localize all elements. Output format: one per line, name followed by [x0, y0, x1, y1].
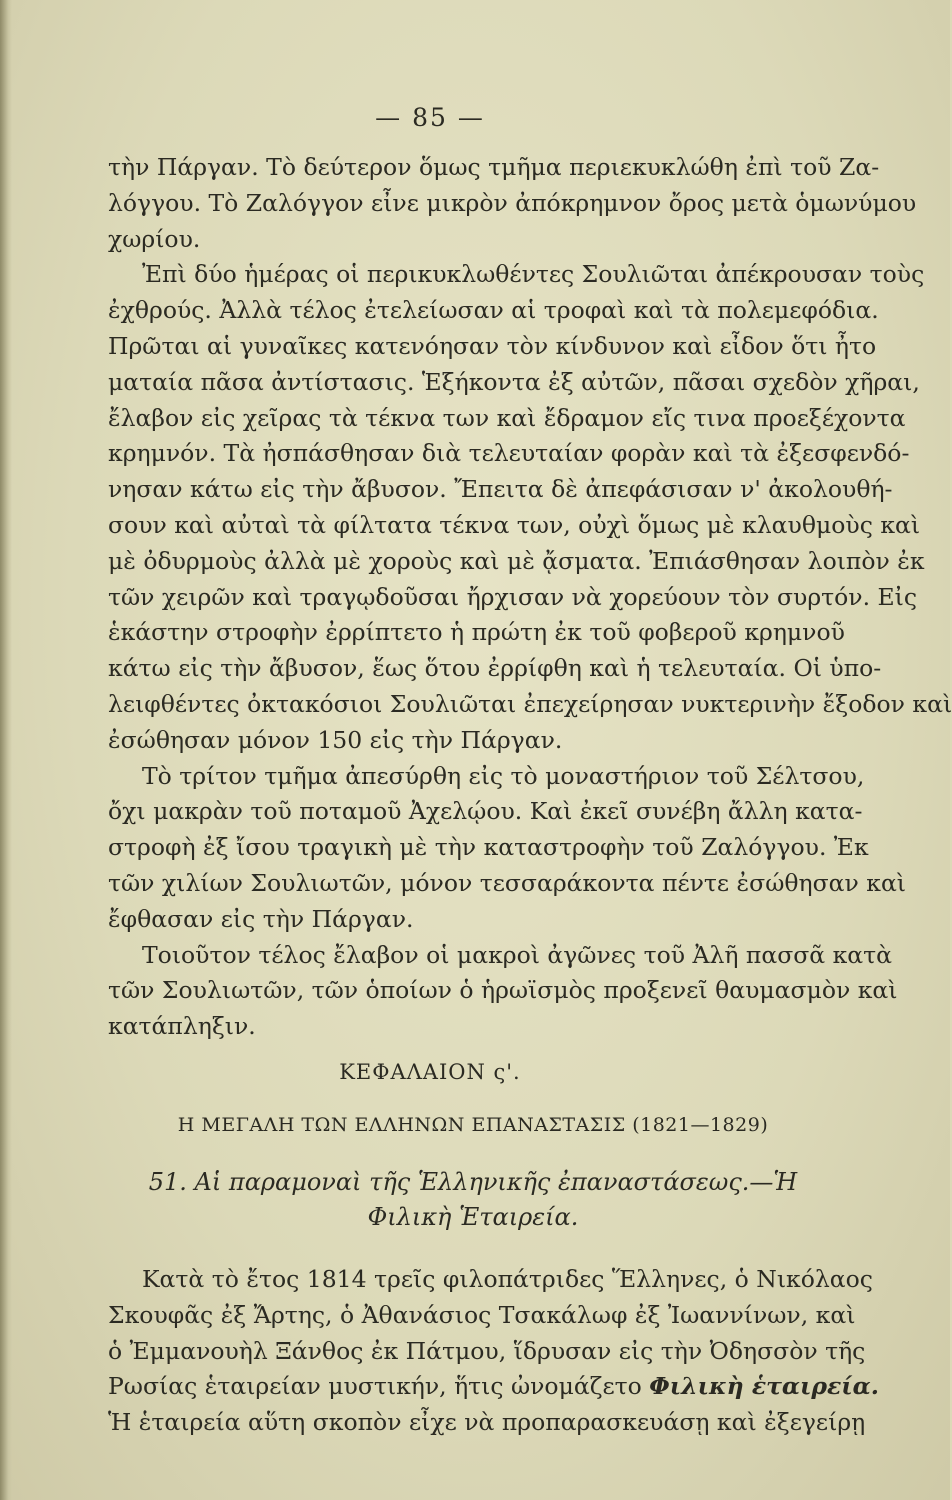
text-line: ἑκάστην στροφὴν ἐρρίπτετο ἡ πρώτη ἐκ τοῦ φοβεροῦ κρημνοῦ: [108, 618, 845, 647]
page-binding-edge: [0, 0, 12, 1500]
text-line: κάτω εἰς τὴν ἄβυσον, ἕως ὅτου ἐρρίφθη καὶ ἡ τελευταία. Οἱ ὑπο-: [108, 654, 882, 683]
text-line: Τὸ τρίτον τμῆμα ἀπεσύρθη εἰς τὸ μοναστήριον τοῦ Σέλτσου,: [142, 761, 865, 790]
text-line: τῶν χειρῶν καὶ τραγῳδοῦσαι ἤρχισαν νὰ χορεύουν τὸν συρτόν. Εἰς: [108, 582, 918, 611]
text-line: σουν καὶ αὐταὶ τὰ φίλτατα τέκνα των, οὐχὶ ὅμως μὲ κλαυθμοὺς καὶ: [108, 510, 921, 539]
text-line: λόγγου. Τὸ Ζαλόγγον εἶνε μικρὸν ἀπόκρημνον ὄρος μετὰ ὁμωνύμου: [108, 188, 917, 217]
text-line: Ἡ ἑταιρεία αὕτη σκοπὸν εἶχε νὰ προπαρασκευάσῃ καὶ ἐξεγείρῃ: [108, 1408, 866, 1437]
text-line: κατάπληξιν.: [108, 1012, 256, 1041]
page-body-upper: [108, 150, 952, 1045]
text-line: νησαν κάτω εἰς τὴν ἄβυσον. Ἔπειτα δὲ ἀπεφάσισαν ν' ἀκολουθή-: [108, 475, 893, 504]
text-line: μὲ ὀδυρμοὺς ἀλλὰ μὲ χοροὺς καὶ μὲ ᾄσματα. Ἐπιάσθησαν λοιπὸν ἐκ: [108, 546, 925, 575]
paragraph-4: [108, 938, 898, 1045]
page-number: — 85 —: [375, 103, 485, 132]
text-line: Τοιοῦτον τέλος ἔλαβον οἱ μακροὶ ἀγῶνες τοῦ Ἀλῆ πασσᾶ κατὰ: [142, 940, 893, 969]
page-body-lower: [108, 1262, 879, 1441]
text-line: ὁ Ἐμμανουὴλ Ξάνθος ἐκ Πάτμου, ἵδρυσαν εἰς τὴν Ὀδησσὸν τῆς: [108, 1336, 866, 1365]
text-line: λειφθέντες ὀκτακόσιοι Σουλιῶται ἐπεχείρησαν νυκτερινὴν ἔξοδον καὶ: [108, 689, 952, 718]
paragraph-5: [108, 1262, 879, 1441]
text-line: τῶν Σουλιωτῶν, τῶν ὁποίων ὁ ἡρωϊσμὸς προξενεῖ θαυμασμὸν καὶ: [108, 976, 898, 1005]
text-line: χωρίου.: [108, 224, 201, 253]
text-fragment: Ρωσίας ἑταιρείαν μυστικήν, ἥτις ὠνομάζετο: [108, 1372, 650, 1401]
paragraph-1: [108, 150, 917, 257]
paragraph-3: [108, 759, 907, 938]
text-line: Σκουφᾶς ἐξ Ἄρτης, ὁ Ἀθανάσιος Τσακάλωφ ἐξ Ἰωαννίνων, καὶ: [108, 1300, 856, 1329]
section-heading-line-1: [108, 1165, 838, 1200]
text-line: τὴν Πάργαν. Τὸ δεύτερον ὅμως τμῆμα περιεκυκλώθη ἐπὶ τοῦ Ζα-: [108, 153, 880, 181]
text-line: ἔλαβον εἰς χεῖρας τὰ τέκνα των καὶ ἔδραμον εἴς τινα προεξέχοντα: [108, 403, 906, 432]
section-heading: [108, 1165, 838, 1235]
part-heading: Η ΜΕΓΑΛΗ ΤΩΝ ΕΛΛΗΝΩΝ ΕΠΑΝΑΣΤΑΣΙΣ (1821—1829): [177, 1114, 769, 1136]
section-title-text: Αἱ παραμοναὶ τῆς Ἑλληνικῆς ἐπαναστάσεως.—Ἡ: [194, 1168, 798, 1196]
text-line: [108, 1369, 879, 1405]
text-line: ἐσώθησαν μόνον 150 εἰς τὴν Πάργαν.: [108, 725, 563, 754]
text-line: τῶν χιλίων Σουλιωτῶν, μόνον τεσσαράκοντα πέντε ἐσώθησαν καὶ: [108, 868, 907, 897]
text-line: ἔφθασαν εἰς τὴν Πάργαν.: [108, 904, 414, 933]
chapter-heading: ΚΕΦΑΛΑΙΟΝ ς'.: [339, 1060, 521, 1084]
paragraph-2: [108, 257, 952, 758]
text-line: ἐχθρούς. Ἀλλὰ τέλος ἐτελείωσαν αἱ τροφαὶ καὶ τὰ πολεμεφόδια.: [108, 296, 879, 325]
text-line: Ἐπὶ δύο ἡμέρας οἱ περικυκλωθέντες Σουλιῶται ἀπέκρουσαν τοὺς: [142, 260, 925, 289]
text-line: κρημνόν. Τὰ ἠσπάσθησαν διὰ τελευταίαν φορὰν καὶ τὰ ἐξεσφενδό-: [108, 439, 910, 468]
text-line: Πρῶται αἱ γυναῖκες κατενόησαν τὸν κίνδυνον καὶ εἶδον ὅτι ἦτο: [108, 331, 877, 360]
emphasized-term: Φιλικὴ ἑταιρεία.: [649, 1372, 879, 1401]
section-heading-line-2: Φιλικὴ Ἑταιρεία.: [367, 1203, 579, 1231]
text-line: ματαία πᾶσα ἀντίστασις. Ἑξήκοντα ἐξ αὐτῶν, πᾶσαι σχεδὸν χῆραι,: [108, 367, 920, 396]
text-line: στροφὴ ἐξ ἴσου τραγικὴ μὲ τὴν καταστροφὴν τοῦ Ζαλόγγου. Ἐκ: [108, 833, 869, 862]
text-line: Κατὰ τὸ ἔτος 1814 τρεῖς φιλοπάτριδες Ἕλληνες, ὁ Νικόλαος: [142, 1265, 873, 1293]
section-number: 51.: [148, 1168, 187, 1196]
text-line: ὄχι μακρὰν τοῦ ποταμοῦ Ἀχελῴου. Καὶ ἐκεῖ συνέβη ἄλλη κατα-: [108, 797, 863, 826]
